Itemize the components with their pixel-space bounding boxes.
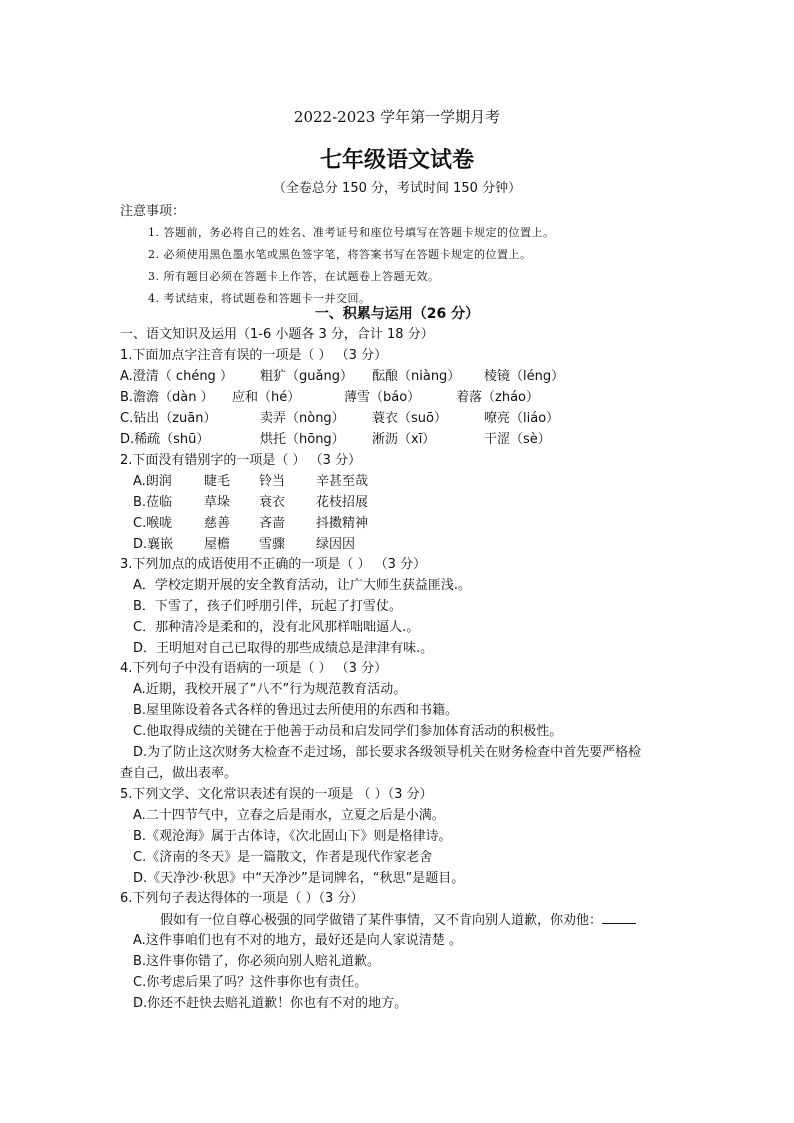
question-3-stem: 3.下列加点的成语使用不正确的一项是（ ） （3 分）	[120, 557, 427, 572]
option-cell: D.稀疏（shū）	[120, 432, 210, 447]
option-cell: 棱镜（léng）	[484, 369, 565, 384]
option-line: C.他取得成绩的关键在于他善于动员和启发同学们参加体育活动的积极性。	[133, 724, 563, 739]
option-line: A．学校定期开展的安全教育活动，让广大师生获益匪浅.。	[133, 578, 472, 593]
option-cell: 应和（hé）	[232, 390, 301, 405]
option-line: C．那种清冷是柔和的，没有北风那样咄咄逼人.。	[133, 620, 420, 635]
exam-info: （全卷总分 150 分，考试时间 150 分钟）	[272, 181, 522, 196]
question-6-stem: 6.下列句子表达得体的一项是（ ）（3 分）	[120, 891, 364, 906]
question-5-stem: 5.下列文学、文化常识表述有误的一项是 （ ）（3 分）	[120, 787, 433, 802]
option-cell: 吝啬	[259, 516, 286, 531]
question-6-scenario	[160, 911, 636, 930]
option-cell: 睫毛	[204, 474, 231, 489]
exam-title: 七年级语文试卷	[319, 147, 474, 173]
option-cell: A.澄清（ chéng ）	[120, 369, 233, 384]
option-cell: 衰衣	[259, 495, 286, 510]
option-line: C.《济南的冬天》是一篇散文，作者是现代作家老舍	[133, 850, 433, 865]
question-2-stem: 2.下面没有错别字的一项是（ ） （3 分）	[120, 453, 362, 468]
notes-label: 注意事项：	[120, 204, 186, 219]
option-line: B.屋里陈设着各式各样的鲁迅过去所使用的东西和书籍。	[133, 703, 459, 718]
option-line: D.为了防止这次财务大检查不走过场，部长要求各级领导机关在财务检查中首先要严格检	[133, 745, 642, 760]
option-cell: 薄雪（báo）	[344, 390, 421, 405]
exam-year-line: 2022-2023 学年第一学期月考	[293, 108, 501, 126]
option-cell: 抖擞精神	[316, 516, 369, 531]
option-cell: B.澹澹（dàn ）	[120, 390, 214, 405]
option-cell: 干涩（sè）	[484, 432, 551, 447]
option-cell: 着落（zháo）	[456, 390, 539, 405]
option-cell: 草垛	[204, 495, 231, 510]
question-1-stem: 1.下面加点字注音有误的一项是（ ） （3 分）	[120, 348, 388, 363]
option-cell: 绿因因	[316, 537, 356, 552]
option-cell: 嘹亮（liáo）	[484, 411, 560, 426]
option-cell: C.钻出（zuān）	[120, 411, 217, 426]
option-cell: C.喉咙	[133, 516, 173, 531]
option-continuation: 查自己，做出表率。	[120, 766, 238, 781]
option-line: C.你考虑后果了吗？这件事你也有责任。	[133, 975, 368, 990]
answer-blank	[602, 911, 636, 924]
option-line: A.近期，我校开展了“八不”行为规范教育活动。	[133, 682, 407, 697]
option-line: B.《观沧海》属于古体诗，《次北固山下》则是格律诗。	[133, 829, 452, 844]
note-item: 4. 考试结束，将试题卷和答题卡一并交回。	[148, 292, 371, 305]
note-item: 2. 必须使用黑色墨水笔或黑色签字笔，将答案书写在答题卡规定的位置上。	[148, 248, 532, 261]
option-cell: 慈善	[204, 516, 231, 531]
option-cell: B.莅临	[133, 495, 173, 510]
option-line: D.你还不赶快去赔礼道歉！你也有不对的地方。	[133, 996, 408, 1011]
option-line: D.《天净沙·秋思》中“天净沙”是词牌名，“秋思”是题目。	[133, 871, 465, 886]
option-line: B．下雪了，孩子们呼朋引伴，玩起了打雪仗。	[133, 599, 402, 614]
option-cell: 雪骤	[259, 537, 286, 552]
option-line: A.二十四节气中，立春之后是雨水，立夏之后是小满。	[133, 808, 445, 823]
option-cell: 烘托（hōng）	[260, 432, 345, 447]
note-item: 3. 所有题目必须在答题卡上作答，在试题卷上答题无效。	[148, 270, 440, 283]
option-cell: 铃当	[259, 474, 286, 489]
option-line: B.这件事你错了，你必须向别人赔礼道歉。	[133, 954, 381, 969]
option-cell: 淅沥（xī）	[372, 432, 436, 447]
note-item: 1. 答题前，务必将自己的姓名、准考证号和座位号填写在答题卡规定的位置上。	[148, 226, 555, 239]
section-heading: 一、积累与运用（26 分）	[314, 306, 480, 322]
option-line: A.这件事咱们也有不对的地方，最好还是向人家说清楚 。	[133, 933, 462, 948]
option-cell: 粗犷（guǎng）	[260, 369, 353, 384]
option-cell: 屋檐	[204, 537, 231, 552]
option-cell: D.襄嵌	[133, 537, 174, 552]
option-line: D．王明旭对自己已取得的那些成绩总是津津有味.。	[133, 641, 434, 656]
option-cell: 蓑衣（suō）	[372, 411, 447, 426]
option-cell: 花枝招展	[316, 495, 369, 510]
scenario-text: 假如有一位自尊心极强的同学做错了某件事情，又不肯向别人道歉，你劝他：	[160, 913, 603, 928]
option-cell: 辛甚至哉	[316, 474, 369, 489]
section-subheading: 一、语文知识及运用（1-6 小题各 3 分，合计 18 分）	[120, 327, 434, 342]
option-cell: 卖弄（nòng）	[260, 411, 345, 426]
option-cell: 酝酿（niàng）	[372, 369, 461, 384]
question-4-stem: 4.下列句子中没有语病的一项是（ ） （3 分）	[120, 661, 388, 676]
option-cell: A.朗润	[133, 474, 172, 489]
